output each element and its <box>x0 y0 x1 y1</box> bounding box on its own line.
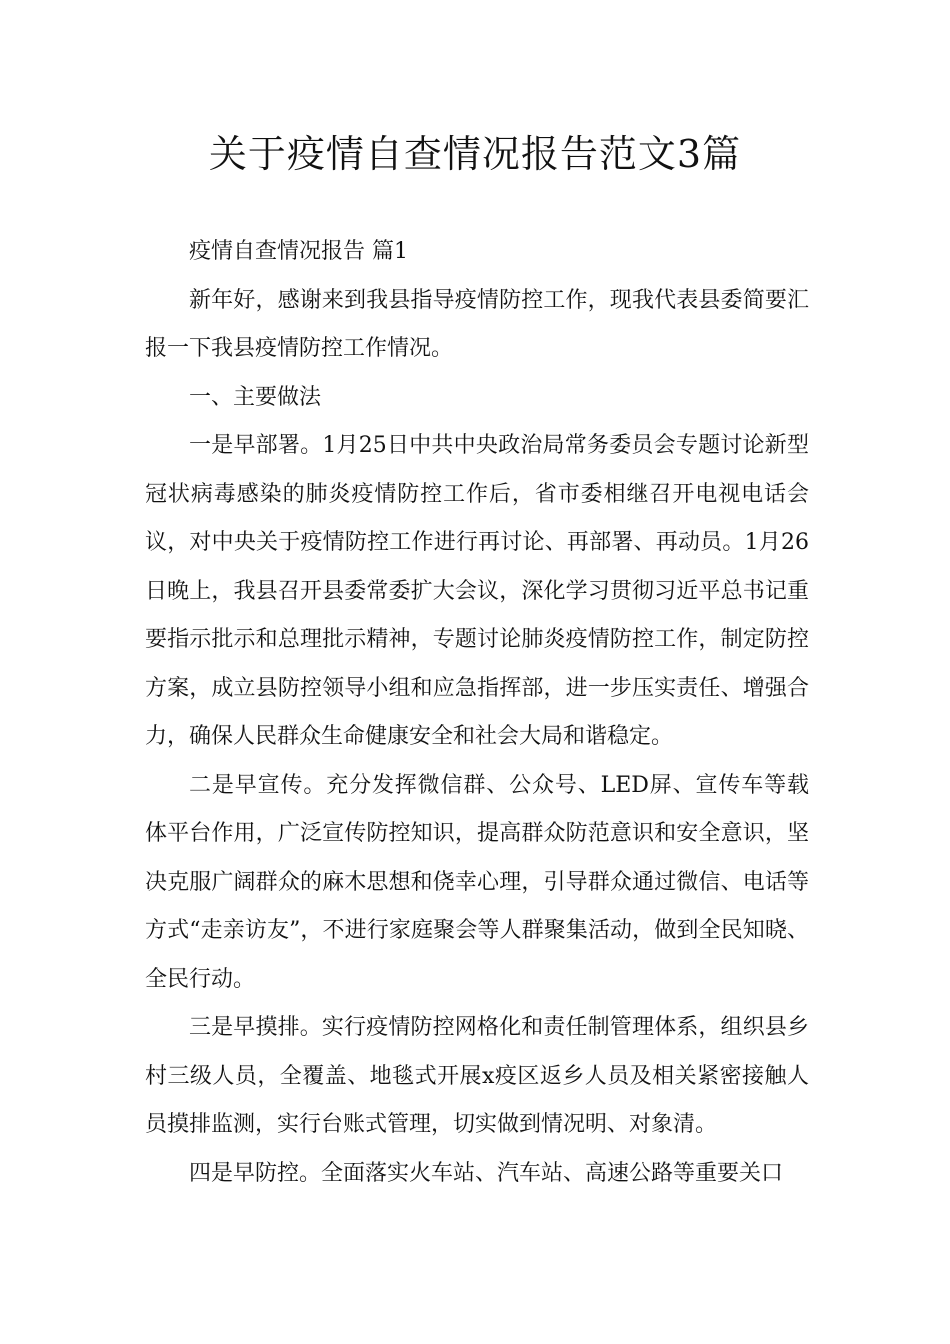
paragraph-publicity: 二是早宣传。充分发挥微信群、公众号、LED屏、宣传车等载体平台作用，广泛宣传防控知识，提高群众防范意识和安全意识，坚决克服广阔群众的麻木思想和侥幸心理，引导群众通过微信、电话等方式“走亲访友”，不进行家庭聚会等人群聚集活动，做到全民知晓、全民行动。 <box>145 772 809 992</box>
paragraph-greeting: 新年好，感谢来到我县指导疫情防控工作，现我代表县委简要汇报一下我县疫情防控工作情况。 <box>145 287 809 361</box>
paragraph-screening: 三是早摸排。实行疫情防控网格化和责任制管理体系，组织县乡村三级人员，全覆盖、地毯式开展x疫区返乡人员及相关紧密接触人员摸排监测，实行台账式管理，切实做到情况明、对象清。 <box>145 1015 809 1137</box>
subsection-heading: 一、主要做法 <box>189 384 322 410</box>
document-title: 关于疫情自查情况报告范文3篇 <box>208 132 742 176</box>
paragraph-deployment: 一是早部署。1月25日中共中央政治局常务委员会专题讨论新型冠状病毒感染的肺炎疫情防控工作后，省市委相继召开电视电话会议，对中央关于疫情防控工作进行再讨论、再部署、再动员。1月26日晚上，我县召开县委常委扩大会议，深化学习贯彻习近平总书记重要指示批示和总理批示精神，专题讨论肺炎疫情防控工作，制定防控方案，成立县防控领导小组和应急指挥部，进一步压实责任、增强合力，确保人民群众生命健康安全和社会大局和谐稳定。 <box>145 433 809 749</box>
section-heading: 疫情自查情况报告 篇1 <box>189 239 408 264</box>
paragraph-prevention: 四是早防控。全面落实火车站、汽车站、高速公路等重要关口 <box>189 1160 784 1186</box>
document-body <box>145 228 809 1198</box>
